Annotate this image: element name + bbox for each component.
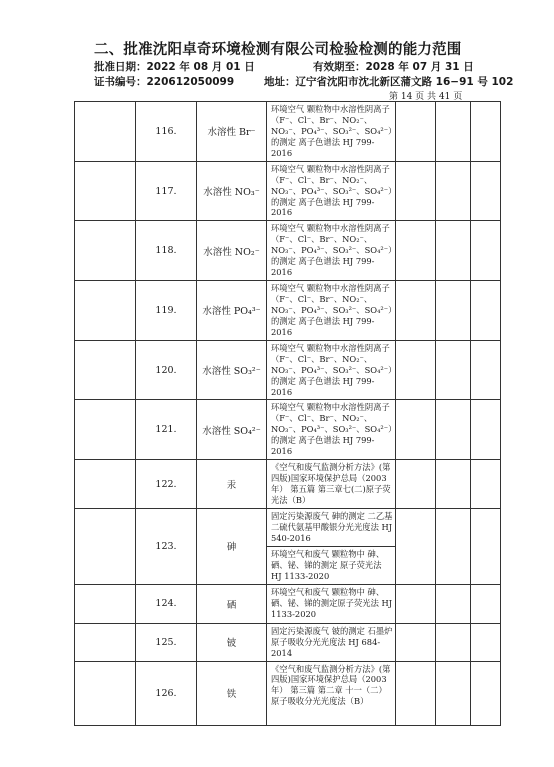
test-item: 水溶性 PO₄³⁻ [197,281,267,341]
blank-cell [471,460,501,509]
test-item: 铍 [197,623,267,661]
blank-cell [75,460,136,509]
method-standard: 环境空气 颗粒物中水溶性阴离子（F⁻、Cl⁻、Br⁻、NO₂⁻、NO₃⁻、PO₄³⁻、SO₃²⁻、SO₄²⁻）的测定 离子色谱法 HJ 799-2016 [267,161,396,221]
test-item: 水溶性 SO₃²⁻ [197,340,267,400]
table-row [75,400,501,460]
table-row [75,508,501,546]
blank-cell [471,661,501,725]
blank-cell [75,508,136,584]
blank-cell [436,400,471,460]
method-standard: 环境空气 颗粒物中水溶性阴离子（F⁻、Cl⁻、Br⁻、NO₂⁻、NO₃⁻、PO₄³⁻、SO₃²⁻、SO₄²⁻）的测定 离子色谱法 HJ 799-2016 [267,400,396,460]
blank-cell [471,102,501,162]
valid-until: 有效期至：2028 年 07 月 31 日 [313,61,474,73]
item-number: 125. [136,623,197,661]
blank-cell [75,584,136,623]
blank-cell [471,584,501,623]
test-item: 硒 [197,584,267,623]
table-row [75,661,501,725]
item-number: 124. [136,584,197,623]
item-number: 121. [136,400,197,460]
blank-cell [436,584,471,623]
blank-cell [436,340,471,400]
method-standard: 《空气和废气监测分析方法》(第四版)国家环境保护总局（2003 年） 第五篇 第三章七(二)原子荧光法（B） [267,460,396,509]
blank-cell [436,460,471,509]
method-standard: 固定污染源废气 铍的测定 石墨炉原子吸收分光光度法 HJ 684-2014 [267,623,396,661]
blank-cell [396,340,436,400]
blank-cell [396,661,436,725]
blank-cell [396,508,436,584]
test-item: 水溶性 NO₂⁻ [197,221,267,281]
method-standard: 《空气和废气监测分析方法》(第四版)国家环境保护总局（2003 年） 第三篇 第二章 十一（二）原子吸收分光光度法（B） [267,661,396,725]
blank-cell [436,221,471,281]
blank-cell [471,400,501,460]
certificate-number: 证书编号：220612050099 [94,76,235,88]
test-item: 铁 [197,661,267,725]
test-item: 水溶性 Br⁻ [197,102,267,162]
blank-cell [75,281,136,341]
table-row [75,102,501,162]
item-number: 122. [136,460,197,509]
blank-cell [436,102,471,162]
blank-cell [396,161,436,221]
blank-cell [396,460,436,509]
item-number: 118. [136,221,197,281]
item-number: 116. [136,102,197,162]
blank-cell [75,102,136,162]
method-standard: 环境空气 颗粒物中水溶性阴离子（F⁻、Cl⁻、Br⁻、NO₂⁻、NO₃⁻、PO₄³⁻、SO₃²⁻、SO₄²⁻）的测定 离子色谱法 HJ 799-2016 [267,102,396,162]
item-number: 119. [136,281,197,341]
table-row [75,340,501,400]
item-number: 123. [136,508,197,584]
table-row [75,221,501,281]
blank-cell [471,623,501,661]
table-row [75,623,501,661]
test-item: 砷 [197,508,267,584]
item-number: 126. [136,661,197,725]
test-item: 汞 [197,460,267,509]
blank-cell [436,623,471,661]
page-number: 第 14 页 共 41 页 [389,92,463,102]
item-number: 117. [136,161,197,221]
table-row [75,281,501,341]
blank-cell [75,623,136,661]
blank-cell [75,400,136,460]
table-row [75,584,501,623]
test-item: 水溶性 SO₄²⁻ [197,400,267,460]
method-standard: 环境空气和废气 颗粒物中 砷、硒、铋、锑的测定 原子荧光法 HJ 1133-2020 [267,546,396,584]
blank-cell [436,281,471,341]
blank-cell [471,221,501,281]
page-title: 二、批准沈阳卓奇环境检测有限公司检验检测的能力范围 [94,42,462,58]
approval-date: 批准日期：2022 年 08 月 01 日 [94,61,255,73]
blank-cell [75,221,136,281]
table-row [75,460,501,509]
table-row [75,161,501,221]
blank-cell [75,340,136,400]
method-standard: 环境空气 颗粒物中水溶性阴离子（F⁻、Cl⁻、Br⁻、NO₂⁻、NO₃⁻、PO₄³⁻、SO₃²⁻、SO₄²⁻）的测定 离子色谱法 HJ 799-2016 [267,340,396,400]
blank-cell [396,400,436,460]
blank-cell [75,661,136,725]
blank-cell [396,102,436,162]
blank-cell [436,161,471,221]
method-standard: 环境空气 颗粒物中水溶性阴离子（F⁻、Cl⁻、Br⁻、NO₂⁻、NO₃⁻、PO₄³⁻、SO₃²⁻、SO₄²⁻）的测定 离子色谱法 HJ 799-2016 [267,221,396,281]
lab-address: 地址：辽宁省沈阳市沈北新区蒲文路 16−91 号 102 [264,76,514,88]
test-item: 水溶性 NO₃⁻ [197,161,267,221]
blank-cell [396,281,436,341]
blank-cell [75,161,136,221]
capability-table [74,101,501,726]
blank-cell [396,584,436,623]
method-standard: 环境空气 颗粒物中水溶性阴离子（F⁻、Cl⁻、Br⁻、NO₂⁻、NO₃⁻、PO₄³⁻、SO₃²⁻、SO₄²⁻）的测定 离子色谱法 HJ 799-2016 [267,281,396,341]
blank-cell [471,508,501,584]
blank-cell [396,221,436,281]
method-standard: 环境空气和废气 颗粒物中 砷、硒、铋、锑的测定原子荧光法 HJ 1133-2020 [267,584,396,623]
blank-cell [396,623,436,661]
blank-cell [471,161,501,221]
blank-cell [471,340,501,400]
blank-cell [471,281,501,341]
blank-cell [436,661,471,725]
blank-cell [436,508,471,584]
method-standard: 固定污染源废气 砷的测定 二乙基二硫代氨基甲酸银分光光度法 HJ 540-2016 [267,508,396,546]
item-number: 120. [136,340,197,400]
